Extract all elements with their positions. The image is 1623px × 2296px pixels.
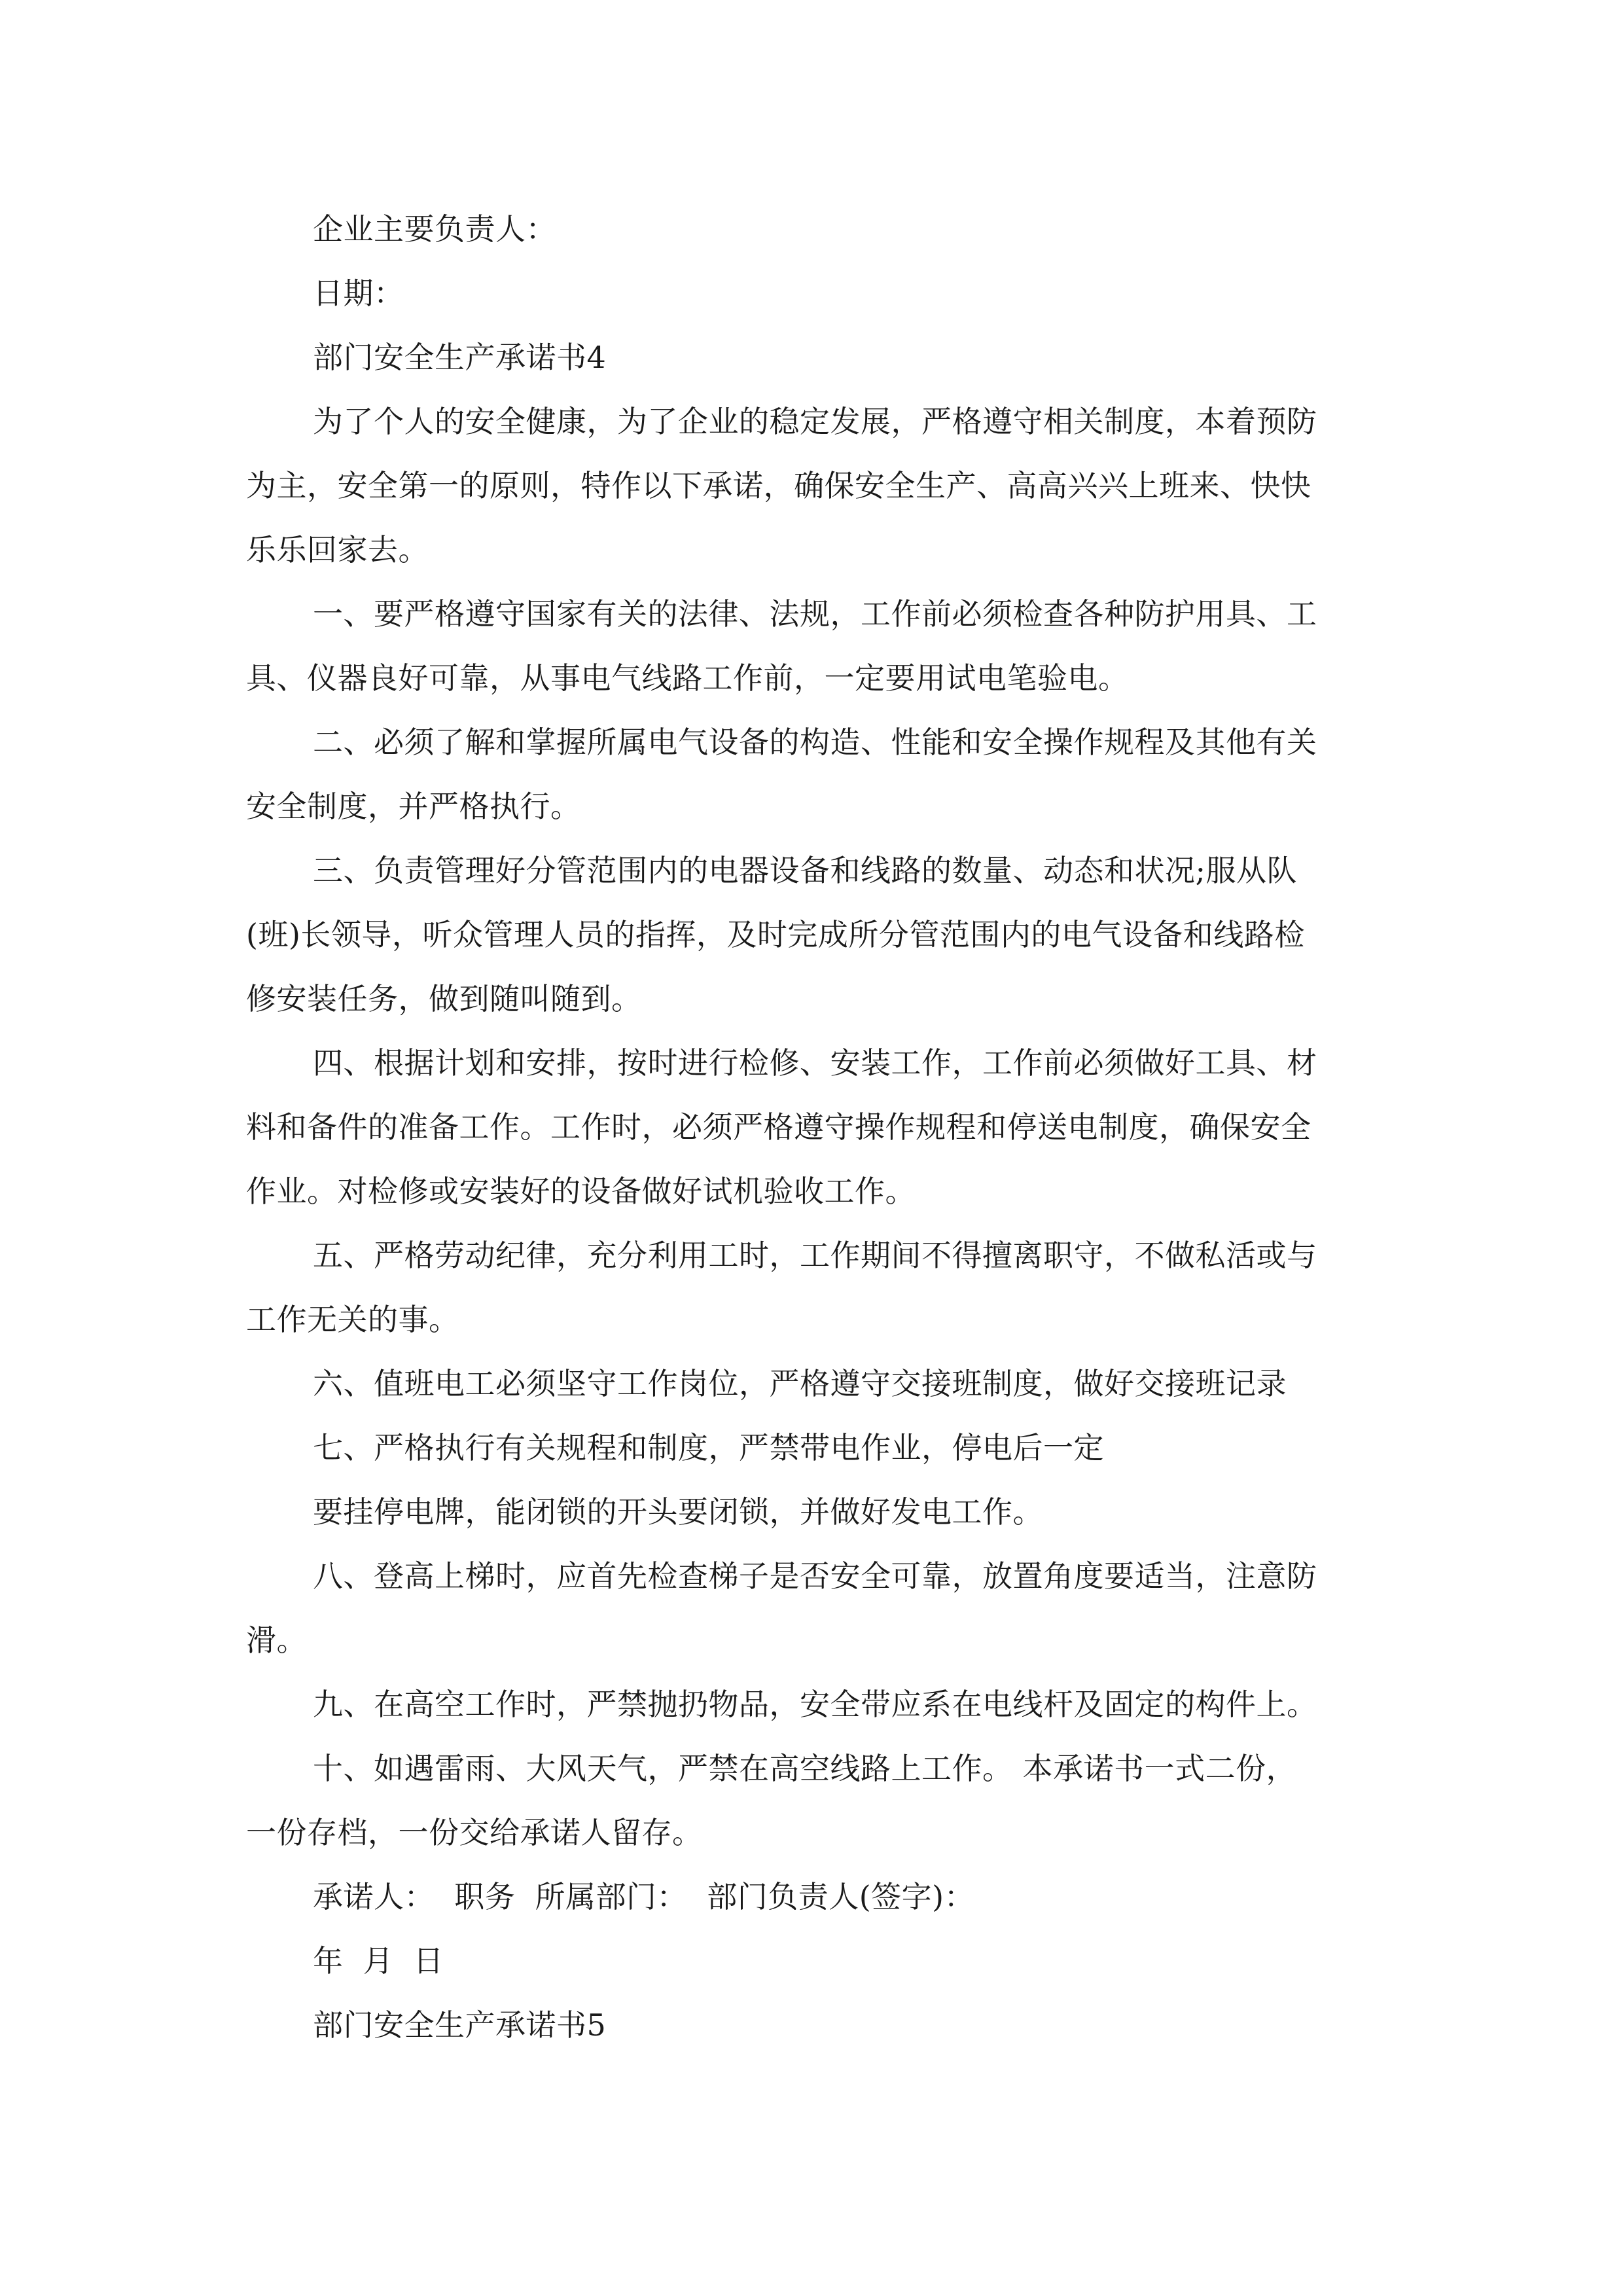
signer-label: 企业主要负责人： — [313, 211, 556, 247]
item-10-line-2: 一份存档，一份交给承诺人留存。 — [246, 1815, 703, 1850]
item-3-line-1: 三、负责管理好分管范围内的电器设备和线路的数量、动态和状况;服从队 — [313, 853, 1297, 888]
item-7-line-2: 要挂停电牌，能闭锁的开头要闭锁，并做好发电工作。 — [313, 1494, 1043, 1530]
item-4-line-2: 料和备件的准备工作。工作时，必须严格遵守操作规程和停送电制度，确保安全 — [246, 1109, 1311, 1145]
item-4-line-3: 作业。对检修或安装好的设备做好试机验收工作。 — [246, 1174, 916, 1209]
item-1-line-1: 一、要严格遵守国家有关的法律、法规，工作前必须检查各种防护用具、工 — [313, 596, 1317, 632]
item-8-line-2: 滑。 — [246, 1623, 307, 1658]
item-3-line-3: 修安装任务，做到随叫随到。 — [246, 981, 642, 1016]
date-label: 日期： — [313, 276, 404, 311]
signature-line: 承诺人： 职务 所属部门： 部门负责人(签字)： — [313, 1879, 975, 1914]
item-10-line-1: 十、如遇雷雨、大风天气，严禁在高空线路上工作。 本承诺书一式二份， — [313, 1751, 1297, 1786]
item-6-line-1: 六、值班电工必须坚守工作岗位，严格遵守交接班制度，做好交接班记录 — [313, 1366, 1287, 1401]
intro-line-2: 为主，安全第一的原则，特作以下承诺，确保安全生产、高高兴兴上班来、快快 — [246, 468, 1311, 503]
item-5-line-1: 五、严格劳动纪律，充分利用工时，工作期间不得擅离职守，不做私活或与 — [313, 1238, 1317, 1273]
item-9-line-1: 九、在高空工作时，严禁抛扔物品，安全带应系在电线杆及固定的构件上。 — [313, 1687, 1317, 1722]
item-1-line-2: 具、仪器良好可靠，从事电气线路工作前，一定要用试电笔验电。 — [246, 660, 1129, 696]
section-title-4: 部门安全生产承诺书4 — [313, 340, 607, 375]
item-3-line-2: (班)长领导，听众管理人员的指挥，及时完成所分管范围内的电气设备和线路检 — [246, 917, 1305, 952]
item-5-line-2: 工作无关的事。 — [246, 1302, 459, 1337]
date-line: 年 月 日 — [313, 1943, 444, 1979]
item-8-line-1: 八、登高上梯时，应首先检查梯子是否安全可靠，放置角度要适当，注意防 — [313, 1558, 1317, 1594]
section-title-5: 部门安全生产承诺书5 — [313, 2007, 607, 2043]
item-2-line-1: 二、必须了解和掌握所属电气设备的构造、性能和安全操作规程及其他有关 — [313, 725, 1317, 760]
item-4-line-1: 四、根据计划和安排，按时进行检修、安装工作，工作前必须做好工具、材 — [313, 1045, 1317, 1081]
item-7-line-1: 七、严格执行有关规程和制度，严禁带电作业，停电后一定 — [313, 1430, 1104, 1465]
item-2-line-2: 安全制度，并严格执行。 — [246, 789, 581, 824]
intro-line-3: 乐乐回家去。 — [246, 532, 429, 567]
intro-line-1: 为了个人的安全健康，为了企业的稳定发展，严格遵守相关制度，本着预防 — [313, 404, 1317, 439]
